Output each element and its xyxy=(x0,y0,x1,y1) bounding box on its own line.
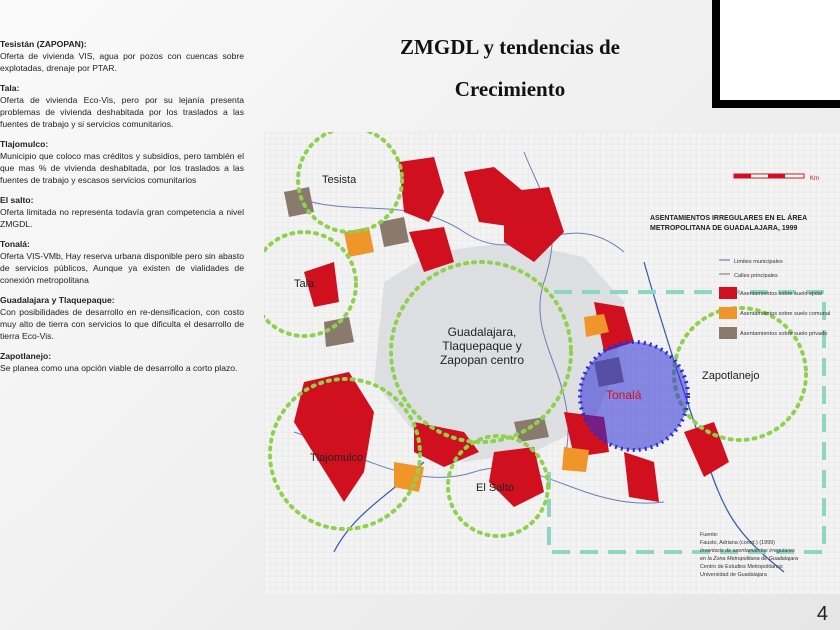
settlement-comunal xyxy=(562,447,589,472)
source-line: Universidad de Guadalajara xyxy=(700,572,767,578)
section-heading: Tala: xyxy=(0,83,20,93)
slide-title-line-2: Crecimiento xyxy=(454,77,566,101)
legend-label: Asentamientos sobre suelo privado xyxy=(740,331,828,337)
map-canvas xyxy=(264,132,840,594)
legend-swatch-ejidal xyxy=(719,287,737,299)
section-heading: Tlajomulco: xyxy=(0,139,49,149)
left-text-column xyxy=(0,38,244,382)
label-centro-line-2: Tlaquepaque y xyxy=(442,339,522,353)
label-centro xyxy=(414,325,550,367)
section-el-salto xyxy=(0,194,244,230)
metro-map xyxy=(264,132,840,594)
page-number: 4 xyxy=(816,603,828,625)
legend-label: Asentamientos sobre suelo comunal xyxy=(740,311,831,317)
source-line: Fausto, Adriana (coord.) (1999) xyxy=(700,540,775,546)
legend-swatch-privado xyxy=(719,327,737,339)
section-tonala xyxy=(0,238,244,286)
source-line: Centro de Estudios Metropolitanos xyxy=(700,564,783,570)
label-tonala: Tonalá xyxy=(606,388,642,402)
scale-bar xyxy=(734,174,804,178)
section-tlajomulco xyxy=(0,138,244,186)
source-line: Inventario de asentamientos irregulares xyxy=(700,548,795,554)
legend-label: Calles principales xyxy=(734,273,778,279)
section-tesistan xyxy=(0,38,244,74)
section-zapotlanejo xyxy=(0,350,244,374)
section-body: Oferta de vivienda VIS, agua por pozos con cuencas sobre explotadas, drenaje por PTAR. xyxy=(0,51,244,73)
section-body: Se planea como una opción viable de desarrollo a corto plazo. xyxy=(0,363,238,373)
section-body: Municipio que coloco mas créditos y subsidios, pero también el que mas % de vivienda deshabitada, por los traslados a las fuentes de trabajo y escasos servicios comunitarios xyxy=(0,151,244,185)
section-heading: El salto: xyxy=(0,195,34,205)
label-zapotlanejo: Zapotlanejo xyxy=(702,370,760,382)
label-tala: Tala xyxy=(294,278,315,290)
section-guadalajara-tlaquepaque xyxy=(0,294,244,342)
legend-label: Asentamientos sobre suelo ejidal xyxy=(740,291,823,297)
section-heading: Guadalajara y Tlaquepaque: xyxy=(0,295,115,305)
label-el-salto: El Salto xyxy=(476,482,514,494)
source-line: en la Zona Metropolitana de Guadalajara xyxy=(700,556,798,562)
section-heading: Zapotlanejo: xyxy=(0,351,52,361)
source-line: Fuente: xyxy=(700,532,719,538)
section-body: Oferta limitada no representa todavía gran competencia a nivel ZMGDL. xyxy=(0,207,244,229)
slide-title-line-1: ZMGDL y tendencias de xyxy=(400,35,620,59)
section-heading: Tesistán (ZAPOPAN): xyxy=(0,39,87,49)
legend-title-line-2: METROPOLITANA DE GUADALAJARA, 1999 xyxy=(650,225,798,232)
section-body: Oferta de vivienda Eco-Vis, pero por su lejanía presenta problemas de vivienda deshabitada por los traslados a las fuentes de trabajo y si servicios comunitarios. xyxy=(0,95,244,129)
section-body: Oferta VIS-VMb, Hay reserva urbana disponible pero sin abasto de servicios públicos, Aunque ya existen de vialidades de conexión metropolitana xyxy=(0,251,244,285)
scale-label: Km xyxy=(810,176,819,182)
section-tala xyxy=(0,82,244,130)
section-body: Con posibilidades de desarrollo en re-densificacion, con costo muy alto de tierra con servicios lo que dificulta el desarrollo de tierra Eco-Vis. xyxy=(0,307,244,341)
legend-swatch-comunal xyxy=(719,307,737,319)
legend-title-line-1: ASENTAMIENTOS IRREGULARES EN EL ÁREA xyxy=(650,215,808,222)
section-heading: Tonalá: xyxy=(0,239,30,249)
slide-title xyxy=(360,26,660,110)
legend-label: Limites municipales xyxy=(734,259,783,265)
label-tesista: Tesista xyxy=(322,174,357,186)
settlement-comunal xyxy=(394,462,424,492)
settlement-privado xyxy=(379,217,409,247)
label-centro-line-3: Zapopan centro xyxy=(439,353,525,367)
label-tlajomulco: Tlajomulco xyxy=(310,452,364,464)
decorative-frame xyxy=(712,0,840,108)
label-centro-line-1: Guadalajara, xyxy=(447,325,517,339)
